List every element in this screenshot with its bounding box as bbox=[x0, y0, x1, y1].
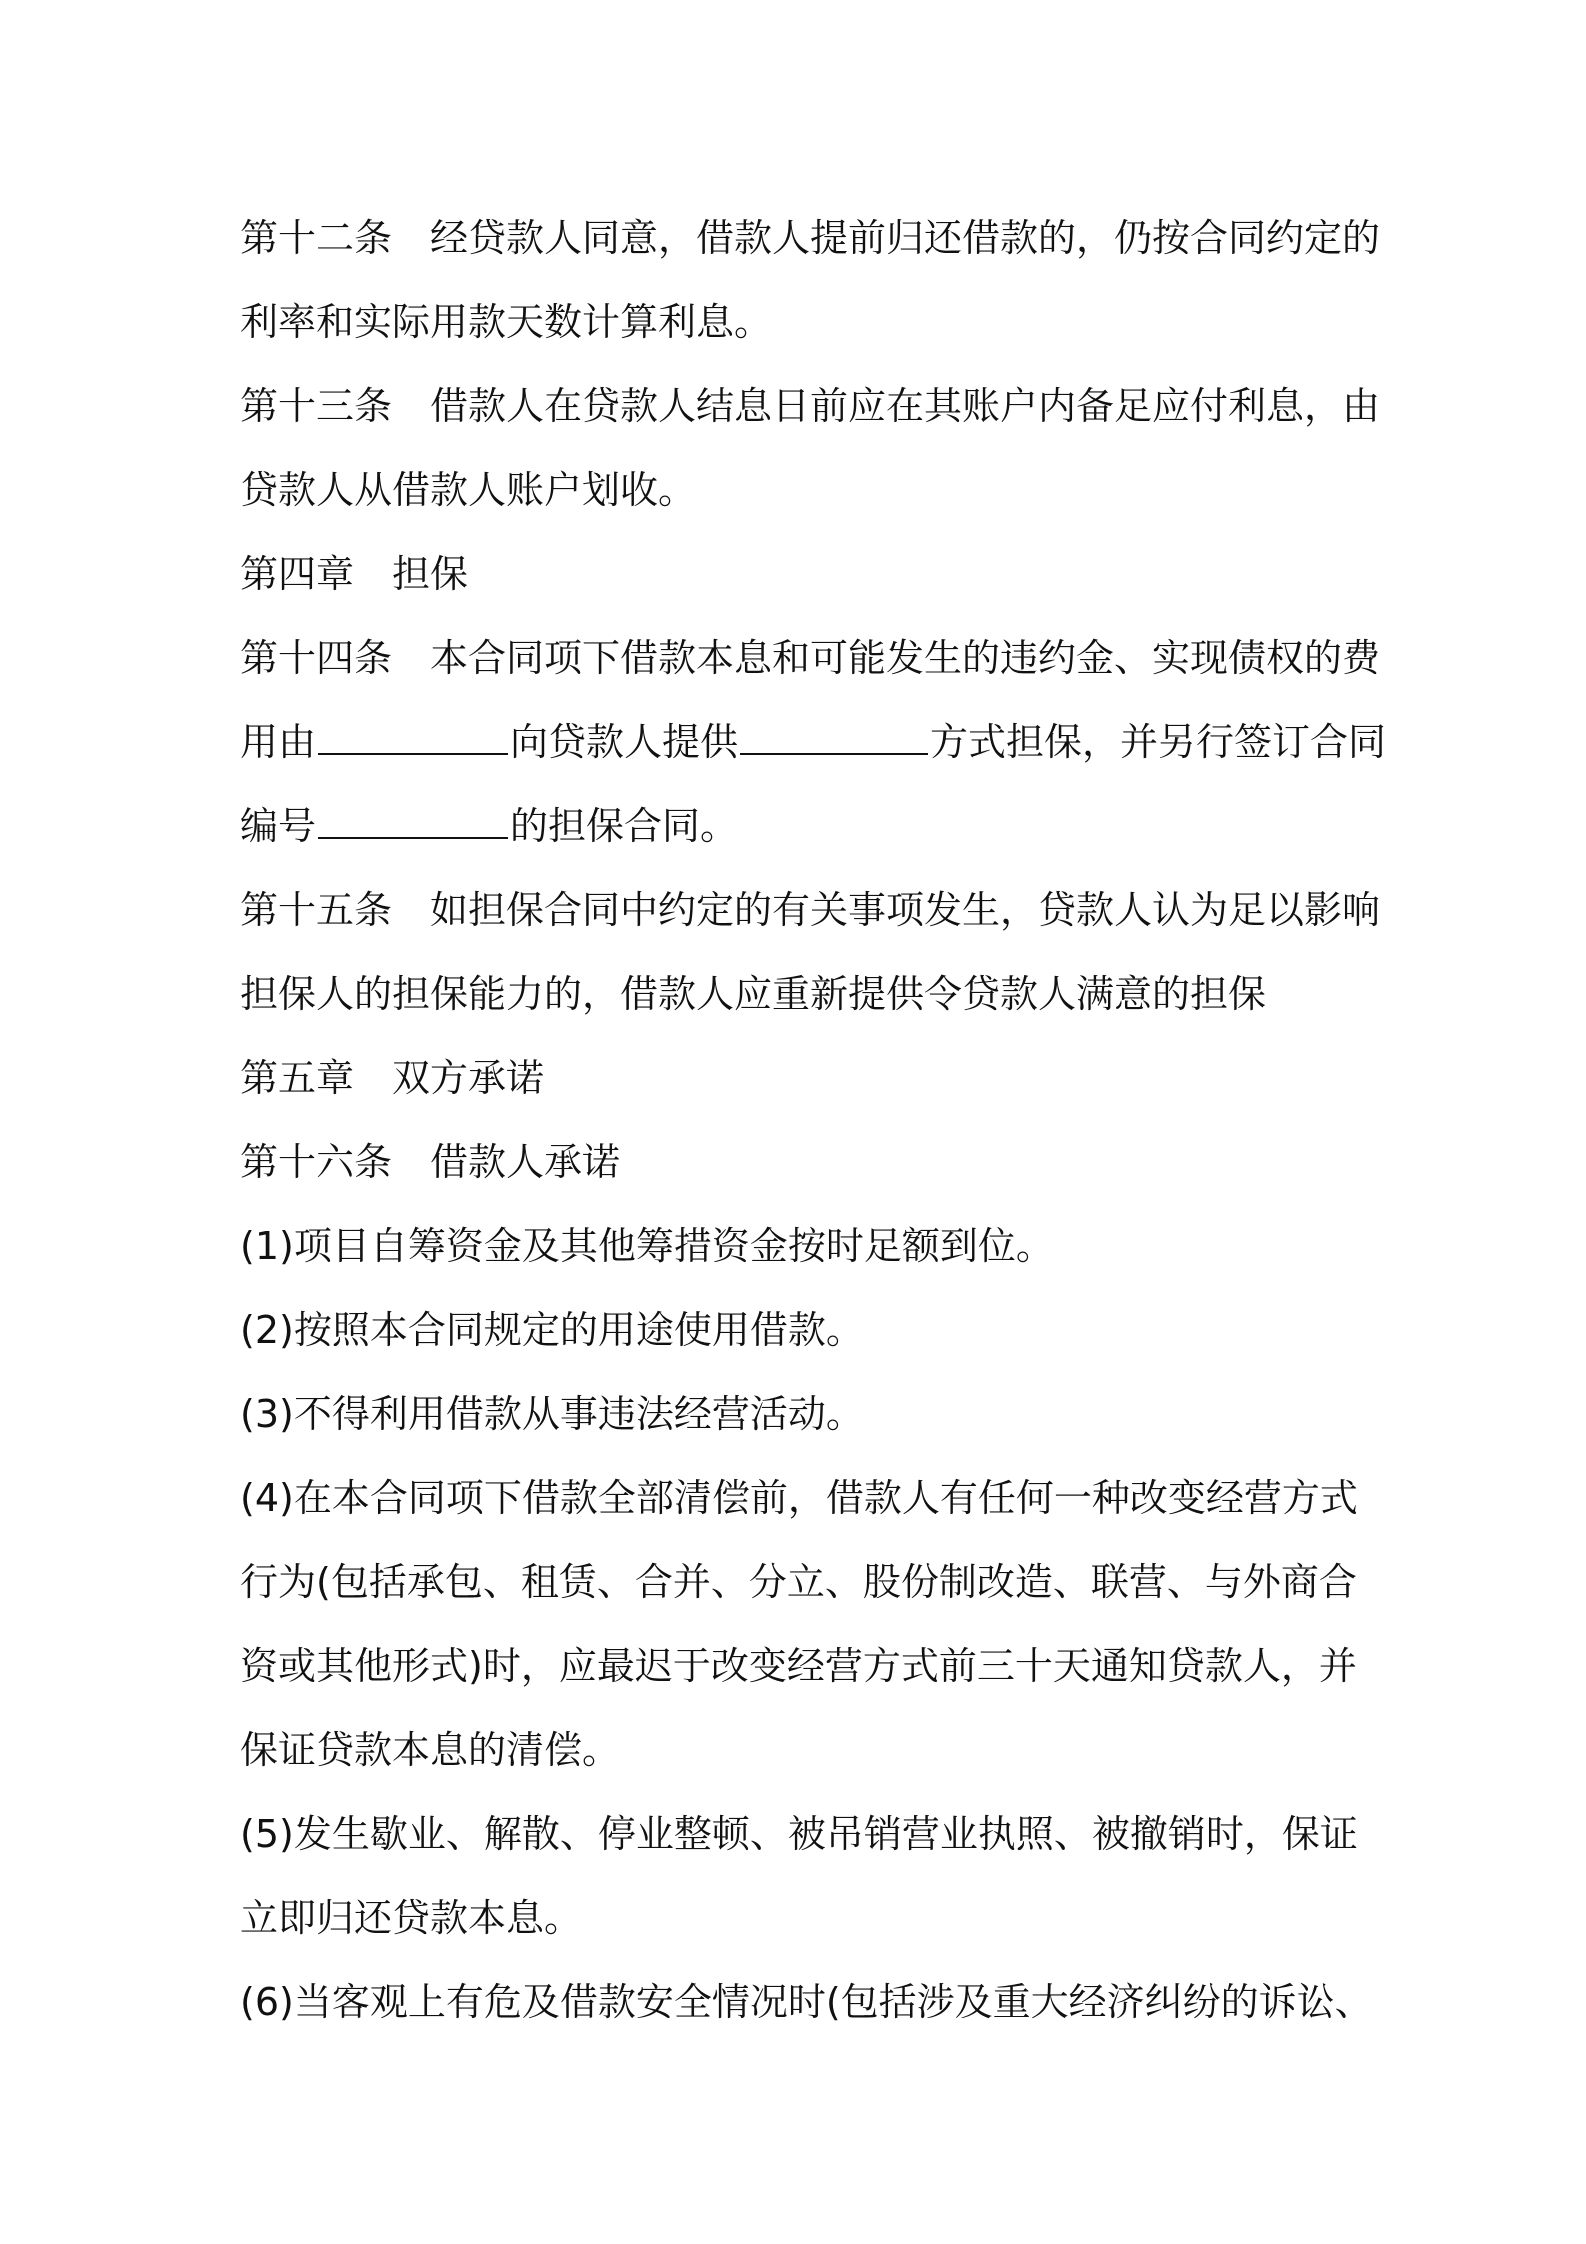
commitment-item-1: (1)项目自筹资金及其他筹措资金按时足额到位。 bbox=[240, 1224, 1054, 1268]
chapter-5-title: 双方承诺 bbox=[392, 1056, 545, 1100]
commitment-item-5-line-2: 立即归还贷款本息。 bbox=[240, 1896, 583, 1940]
guarantee-method-blank bbox=[740, 723, 928, 755]
article-16-title: 借款人承诺 bbox=[430, 1140, 621, 1184]
article-14-text: 本合同项下借款本息和可能发生的违约金、实现债权的费 bbox=[430, 636, 1381, 680]
article-15-label: 第十五条 bbox=[240, 888, 393, 932]
commitment-item-3: (3)不得利用借款从事违法经营活动。 bbox=[240, 1392, 864, 1436]
contract-number-blank bbox=[318, 807, 508, 839]
chapter-4-title: 担保 bbox=[392, 552, 469, 596]
article-14-line-2: 用由 向贷款人提供 方式担保，并另行签订合同 bbox=[240, 720, 1387, 764]
article-15-text: 如担保合同中约定的有关事项发生，贷款人认为足以影响 bbox=[430, 888, 1381, 932]
commitment-item-4-line-3: 资或其他形式)时，应最迟于改变经营方式前三十天通知贷款人，并 bbox=[240, 1644, 1357, 1688]
article-16-label: 第十六条 bbox=[240, 1140, 393, 1184]
article-12-line-1 bbox=[240, 196, 1381, 280]
chapter-5-heading bbox=[240, 1036, 1370, 1120]
commitment-item-4-line-4: 保证贷款本息的清偿。 bbox=[240, 1728, 621, 1772]
commitment-item-6-line-1: (6)当客观上有危及借款安全情况时(包括涉及重大经济纠纷的诉讼、 bbox=[240, 1980, 1373, 2024]
article-13-label: 第十三条 bbox=[240, 384, 393, 428]
article-12-line-2: 利率和实际用款天数计算利息。 bbox=[240, 300, 773, 344]
article-14-line-3: 编号 的担保合同。 bbox=[240, 804, 739, 848]
article-13-line-1 bbox=[240, 364, 1381, 448]
article-13-text: 借款人在贷款人结息日前应在其账户内备足应付利息，由 bbox=[430, 384, 1381, 428]
article-16-heading bbox=[240, 1120, 1370, 1204]
chapter-4-label: 第四章 bbox=[240, 552, 355, 596]
guarantor-blank bbox=[318, 723, 508, 755]
article-14-line-1 bbox=[240, 616, 1381, 700]
article-13-line-2: 贷款人从借款人账户划收。 bbox=[240, 468, 697, 512]
chapter-5-label: 第五章 bbox=[240, 1056, 355, 1100]
commitment-item-4-line-2: 行为(包括承包、租赁、合并、分立、股份制改造、联营、与外商合 bbox=[240, 1560, 1357, 1604]
commitment-item-5-line-1: (5)发生歇业、解散、停业整顿、被吊销营业执照、被撤销时，保证 bbox=[240, 1812, 1358, 1856]
article-15-line-1 bbox=[240, 868, 1381, 952]
chapter-4-heading bbox=[240, 532, 1370, 616]
article-14-label: 第十四条 bbox=[240, 636, 393, 680]
document-body bbox=[240, 196, 1387, 2044]
article-12-text: 经贷款人同意，借款人提前归还借款的，仍按合同约定的 bbox=[430, 216, 1381, 260]
article-12-label: 第十二条 bbox=[240, 216, 393, 260]
commitment-item-4-line-1: (4)在本合同项下借款全部清偿前，借款人有任何一种改变经营方式 bbox=[240, 1476, 1358, 1520]
article-15-line-2: 担保人的担保能力的，借款人应重新提供令贷款人满意的担保 bbox=[240, 972, 1267, 1016]
commitment-item-2: (2)按照本合同规定的用途使用借款。 bbox=[240, 1308, 864, 1352]
